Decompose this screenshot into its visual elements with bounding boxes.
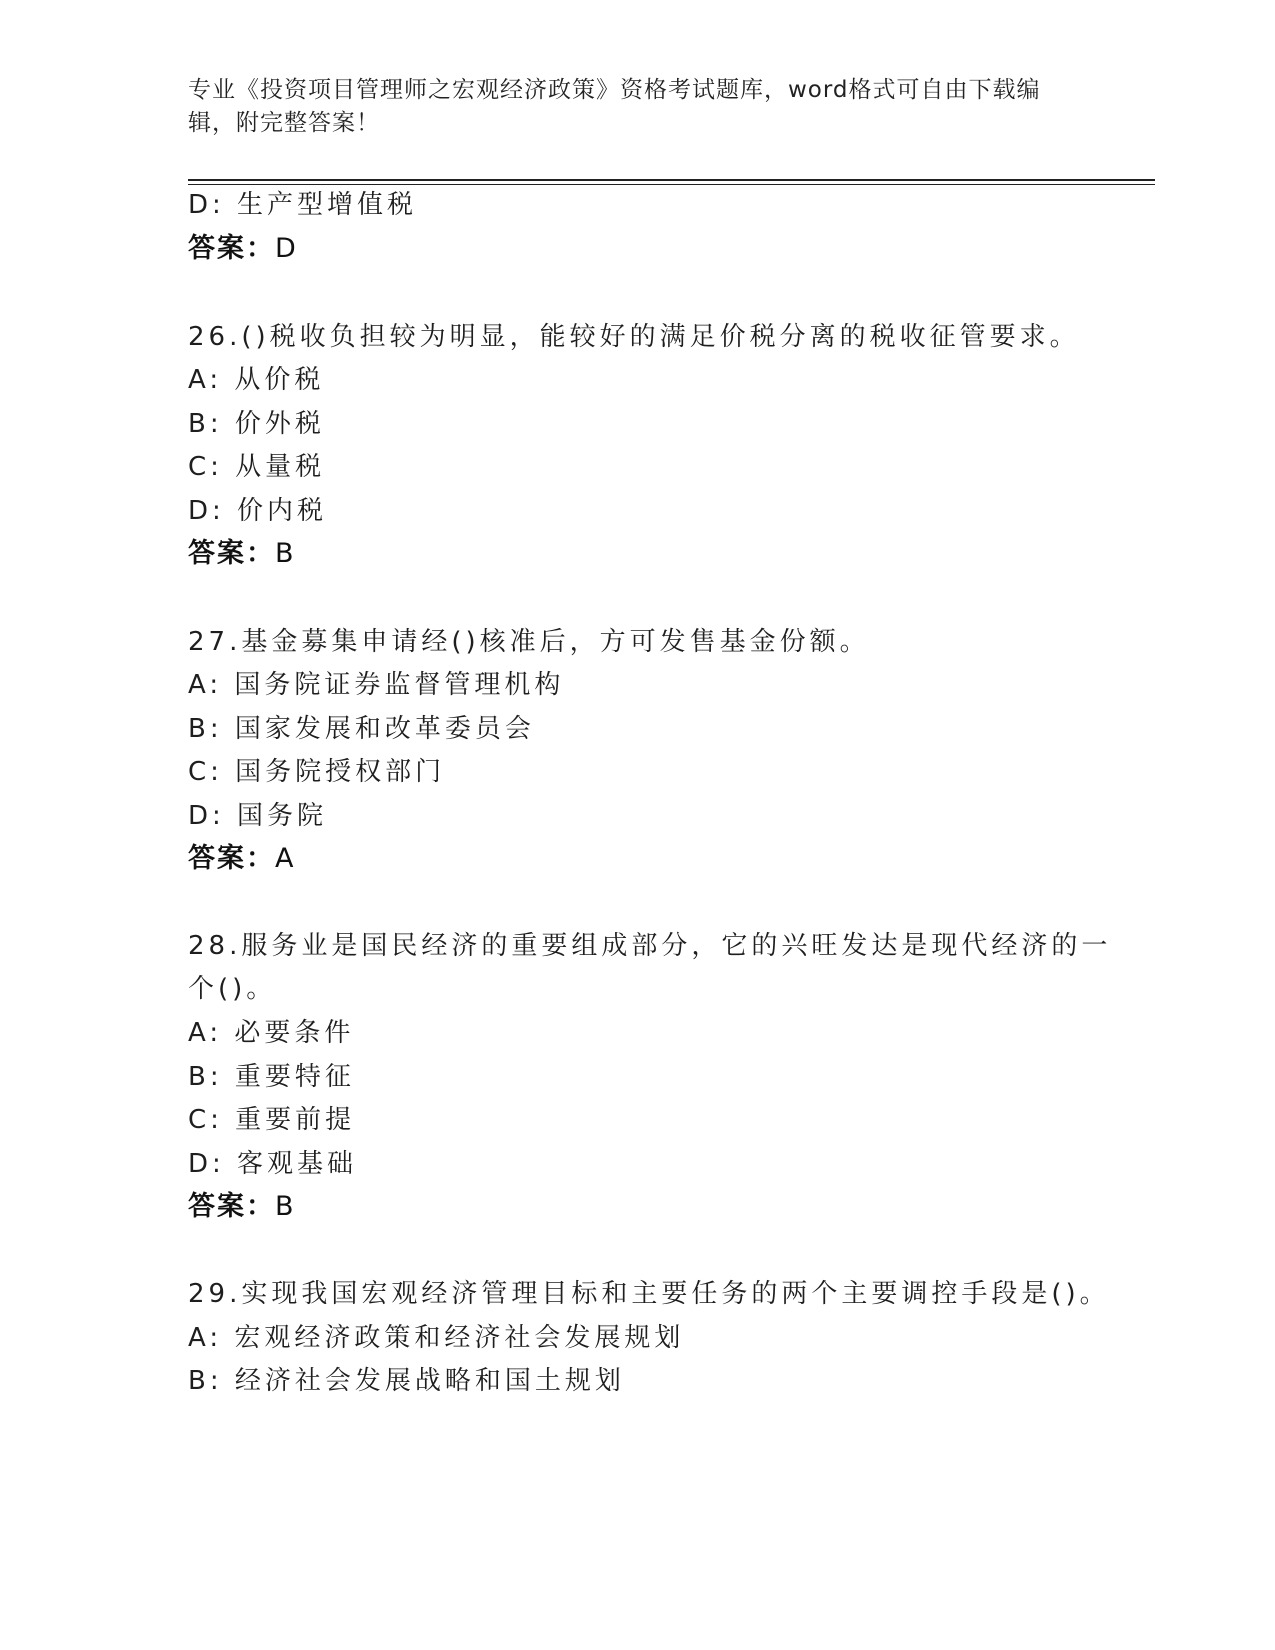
prev-option-d: D: 生产型增值税: [188, 190, 418, 220]
answer-value: B: [275, 538, 295, 569]
question-29-option-b: B: 经济社会发展战略和国土规划: [188, 1366, 625, 1396]
question-29-stem: 29.实现我国宏观经济管理目标和主要任务的两个主要调控手段是()。: [188, 1279, 1110, 1309]
question-26-option-d: D: 价内税: [188, 496, 328, 526]
question-28-stem-line-2: 个()。: [188, 974, 277, 1004]
question-27-answer: [188, 842, 294, 876]
prev-answer: [188, 232, 297, 266]
question-26-option-a: A: 从价税: [188, 365, 325, 395]
question-26-option-c: C: 从量税: [188, 452, 326, 482]
answer-label: 答案：: [188, 538, 275, 569]
question-26-option-b: B: 价外税: [188, 409, 325, 439]
question-26-stem: 26.()税收负担较为明显，能较好的满足价税分离的税收征管要求。: [188, 322, 1080, 352]
header-line-1: 专业《投资项目管理师之宏观经济政策》资格考试题库，word格式可自由下载编: [188, 77, 1041, 103]
header-divider-thick: [188, 179, 1155, 181]
answer-label: 答案：: [188, 843, 275, 874]
answer-value: A: [275, 843, 295, 874]
question-28-option-a: A: 必要条件: [188, 1018, 355, 1048]
question-27-option-a: A: 国务院证券监督管理机构: [188, 670, 565, 700]
question-29-option-a: A: 宏观经济政策和经济社会发展规划: [188, 1323, 685, 1353]
question-28-option-d: D: 客观基础: [188, 1149, 358, 1179]
question-27-option-b: B: 国家发展和改革委员会: [188, 714, 535, 744]
question-27-stem: 27.基金募集申请经()核准后，方可发售基金份额。: [188, 627, 870, 657]
question-27-option-d: D: 国务院: [188, 801, 328, 831]
question-26-answer: [188, 537, 295, 571]
answer-label: 答案：: [188, 1191, 275, 1222]
header-divider-thin: [188, 184, 1155, 185]
question-28-option-c: C: 重要前提: [188, 1105, 356, 1135]
answer-label: 答案：: [188, 233, 275, 264]
question-28-option-b: B: 重要特征: [188, 1062, 355, 1092]
question-27-option-c: C: 国务院授权部门: [188, 757, 446, 787]
question-28-stem-line-1: 28.服务业是国民经济的重要组成部分，它的兴旺发达是现代经济的一: [188, 931, 1112, 961]
answer-value: B: [275, 1191, 295, 1222]
question-28-answer: [188, 1190, 295, 1224]
header-line-2: 辑，附完整答案！: [188, 110, 380, 136]
document-header: [188, 74, 1068, 140]
answer-value: D: [275, 233, 297, 264]
